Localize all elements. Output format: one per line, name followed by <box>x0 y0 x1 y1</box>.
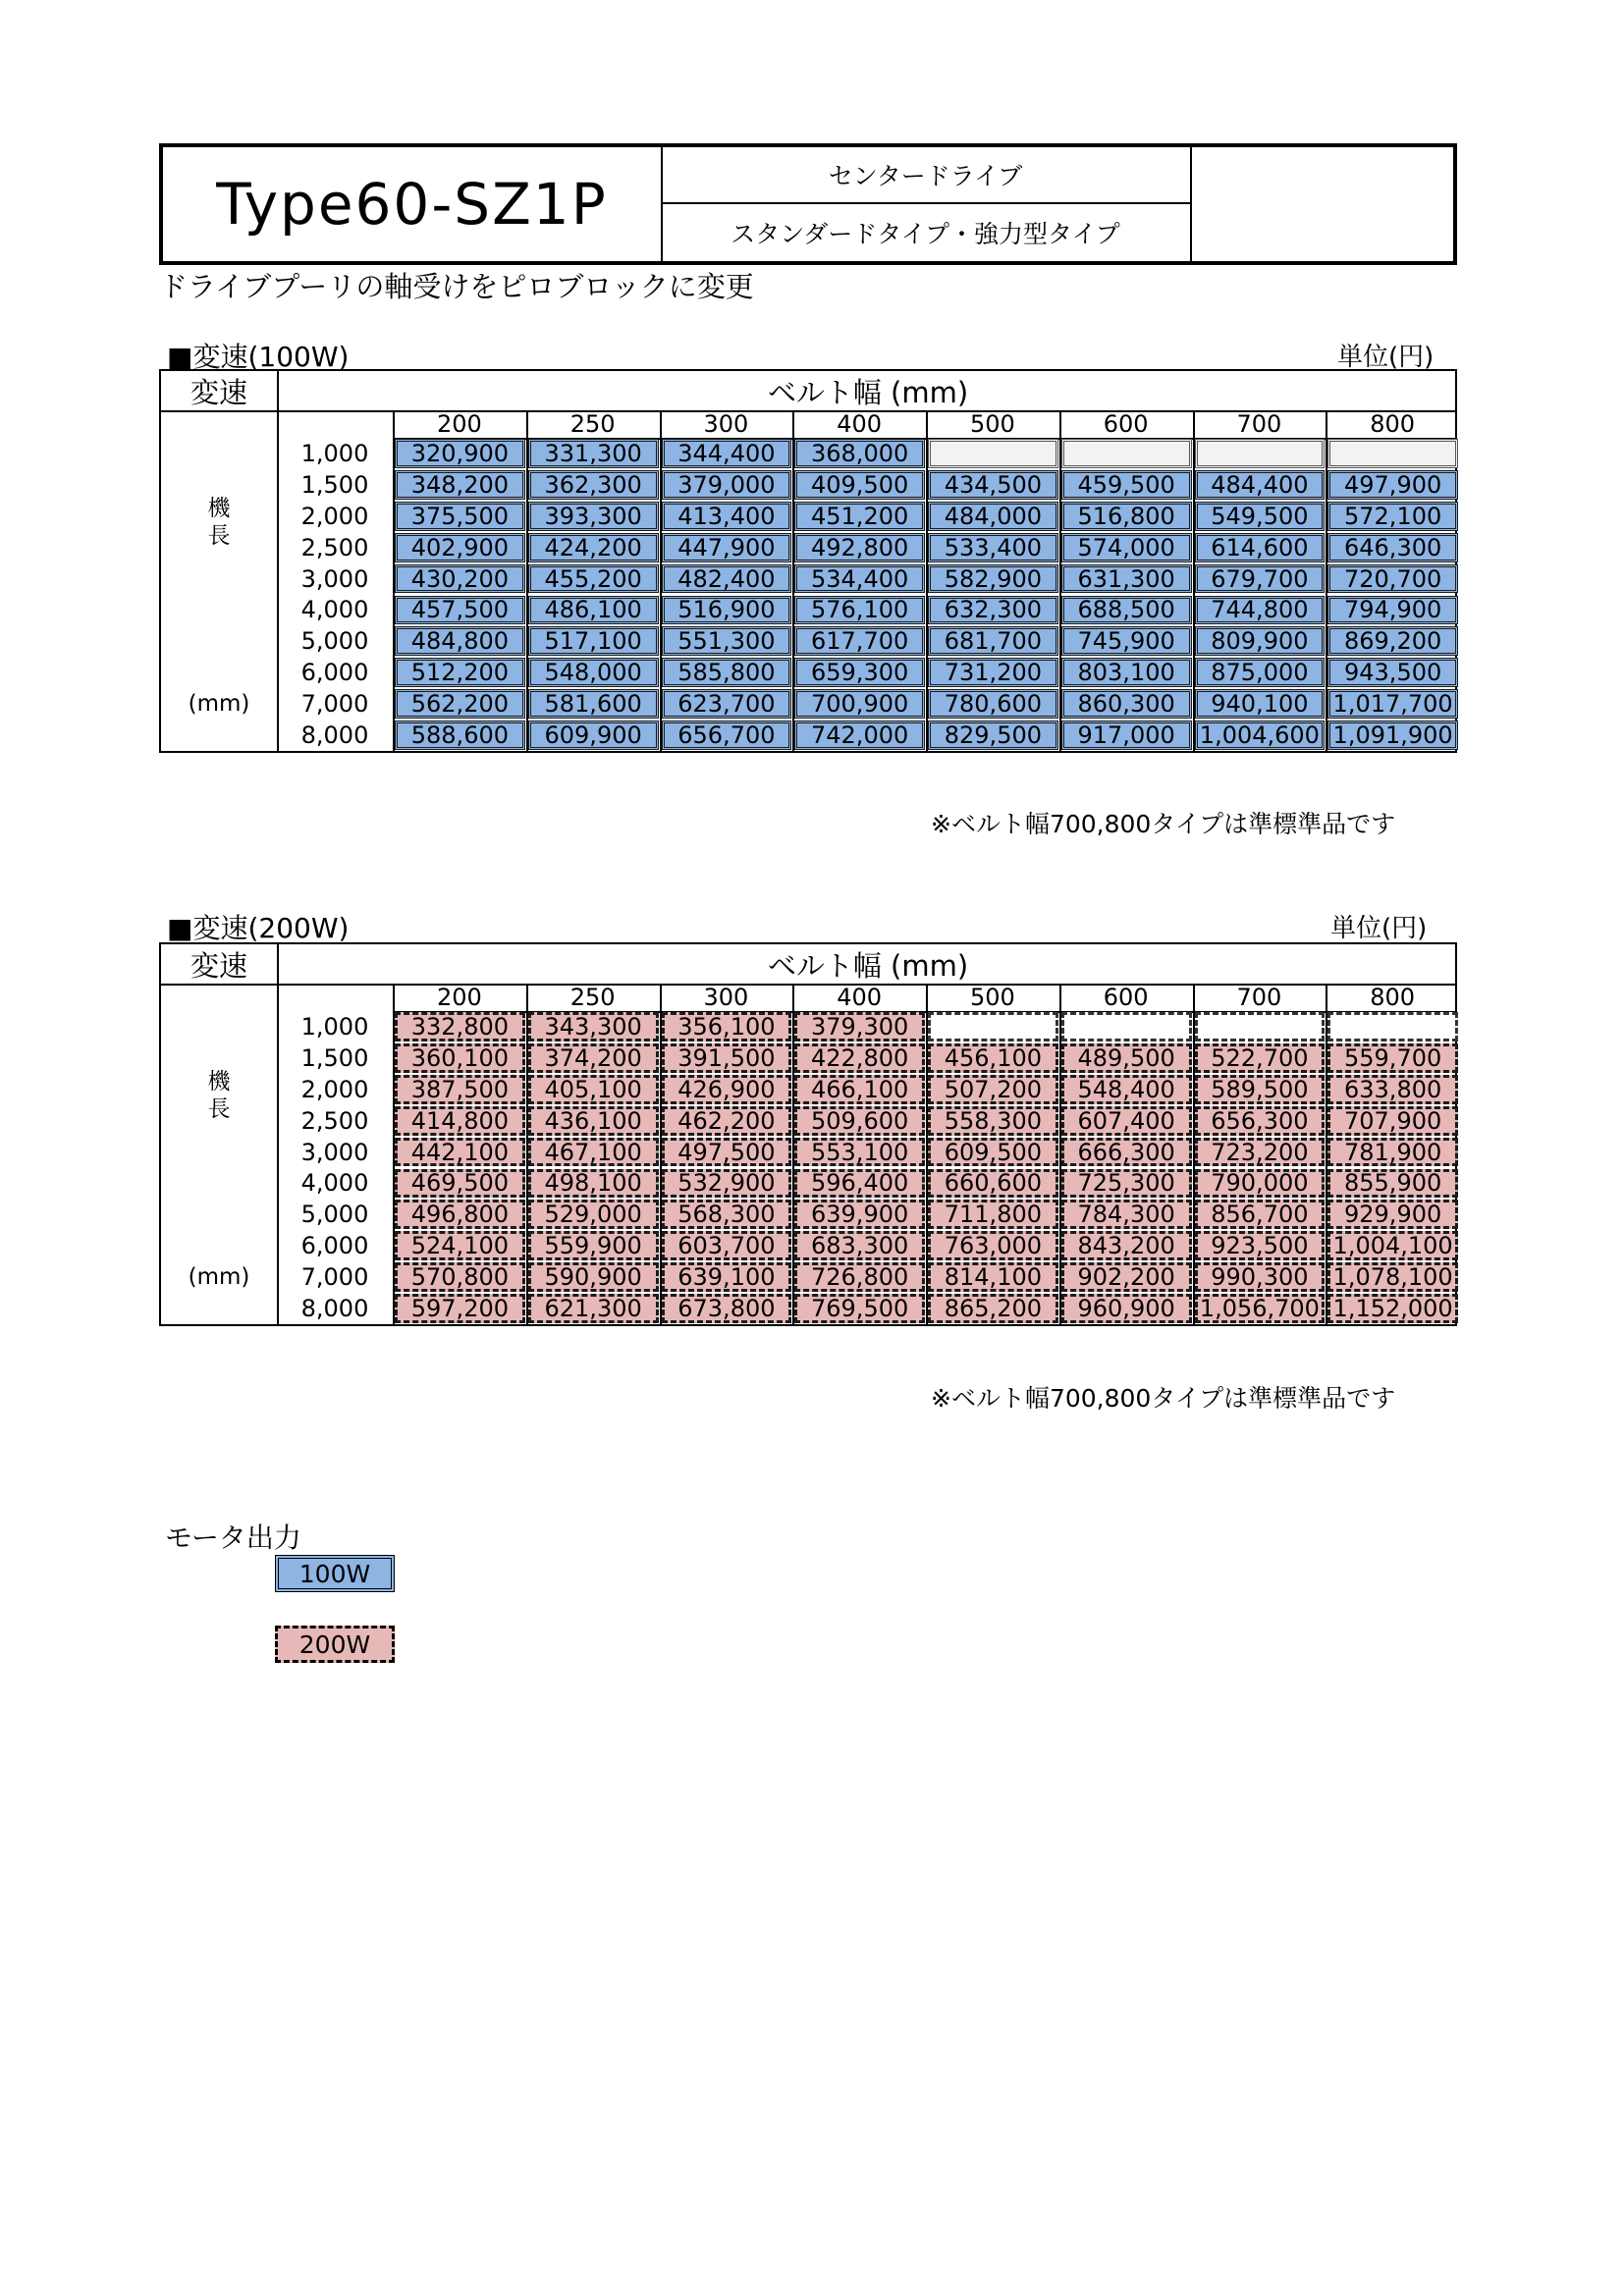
price-cell: 387,500 <box>395 1075 525 1104</box>
machine-length: 6,000 <box>300 1232 369 1260</box>
price-cell: 576,100 <box>794 596 925 625</box>
price-cell: 430,200 <box>395 564 525 594</box>
belt-width-header: 700 <box>1236 984 1282 1011</box>
price-cell: 742,000 <box>794 721 925 750</box>
price-cell: 466,100 <box>794 1075 925 1104</box>
price-cell: 320,900 <box>395 439 525 468</box>
price-cell: 744,800 <box>1195 596 1326 625</box>
price-cell: 559,900 <box>528 1231 659 1260</box>
price-cell: 551,300 <box>662 626 792 656</box>
price-cell: 781,900 <box>1327 1138 1458 1167</box>
price-table-100w <box>159 369 1457 753</box>
price-cell <box>928 439 1058 468</box>
price-cell: 455,200 <box>528 564 659 594</box>
price-cell: 1,152,000 <box>1327 1294 1458 1323</box>
price-cell: 614,600 <box>1195 533 1326 562</box>
price-cell: 623,700 <box>662 689 792 719</box>
price-cell: 865,200 <box>928 1294 1058 1323</box>
price-cell: 516,900 <box>662 596 792 625</box>
price-cell: 639,100 <box>662 1262 792 1292</box>
price-cell: 656,300 <box>1195 1106 1326 1136</box>
price-cell: 379,000 <box>662 470 792 500</box>
price-cell: 656,700 <box>662 721 792 750</box>
side-unit: (mm) <box>188 1264 250 1291</box>
side-label-cho: 長 <box>207 523 231 550</box>
price-cell: 374,200 <box>528 1043 659 1073</box>
price-cell: 497,500 <box>662 1138 792 1167</box>
price-cell: 814,100 <box>928 1262 1058 1292</box>
price-cell: 725,300 <box>1061 1169 1192 1199</box>
belt-width-header: 800 <box>1370 410 1416 438</box>
machine-length: 3,000 <box>300 1138 369 1166</box>
price-cell: 784,300 <box>1061 1200 1192 1229</box>
belt-width-header: 800 <box>1370 984 1416 1011</box>
side-unit: (mm) <box>188 691 250 718</box>
price-cell: 516,800 <box>1061 502 1192 531</box>
footnote-200w: ※ベルト幅700,800タイプは準標準品です <box>931 1384 1396 1413</box>
price-cell: 860,300 <box>1061 689 1192 719</box>
price-cell: 568,300 <box>662 1200 792 1229</box>
price-cell: 356,100 <box>662 1012 792 1041</box>
price-cell: 843,200 <box>1061 1231 1192 1260</box>
price-cell: 467,100 <box>528 1138 659 1167</box>
price-cell <box>1327 1012 1458 1041</box>
price-cell: 484,400 <box>1195 470 1326 500</box>
price-cell: 343,300 <box>528 1012 659 1041</box>
price-cell: 990,300 <box>1195 1262 1326 1292</box>
price-cell: 484,800 <box>395 626 525 656</box>
price-cell: 780,600 <box>928 689 1058 719</box>
side-label-ki: 機 <box>207 1069 231 1095</box>
price-cell <box>1195 439 1326 468</box>
price-cell: 723,200 <box>1195 1138 1326 1167</box>
legend-100w: 100W <box>275 1555 395 1592</box>
price-cell: 331,300 <box>528 439 659 468</box>
price-cell: 596,400 <box>794 1169 925 1199</box>
unit-label-200w: 単位(円) <box>1330 914 1428 943</box>
price-cell: 943,500 <box>1327 658 1458 687</box>
price-cell: 1,056,700 <box>1195 1294 1326 1323</box>
price-cell: 646,300 <box>1327 533 1458 562</box>
price-cell: 482,400 <box>662 564 792 594</box>
price-cell: 639,900 <box>794 1200 925 1229</box>
belt-width-label: ベルト幅 (mm) <box>767 948 969 983</box>
price-cell: 589,500 <box>1195 1075 1326 1104</box>
price-cell: 923,500 <box>1195 1231 1326 1260</box>
price-cell: 683,300 <box>794 1231 925 1260</box>
price-cell: 688,500 <box>1061 596 1192 625</box>
machine-length: 2,500 <box>300 1106 369 1135</box>
price-cell: 414,800 <box>395 1106 525 1136</box>
price-cell: 700,900 <box>794 689 925 719</box>
price-cell: 582,900 <box>928 564 1058 594</box>
price-cell: 489,500 <box>1061 1043 1192 1073</box>
product-type: スタンダードタイプ・強力型タイプ <box>661 204 1192 261</box>
header-note: ドライブプーリの軸受けをピロブロックに変更 <box>159 270 754 303</box>
price-cell: 457,500 <box>395 596 525 625</box>
price-cell: 607,400 <box>1061 1106 1192 1136</box>
price-cell: 436,100 <box>528 1106 659 1136</box>
price-cell: 902,200 <box>1061 1262 1192 1292</box>
footnote-100w: ※ベルト幅700,800タイプは準標準品です <box>931 810 1396 838</box>
section-title-200w: ■変速(200W) <box>167 912 350 944</box>
machine-length: 2,000 <box>300 502 369 530</box>
price-cell: 617,700 <box>794 626 925 656</box>
price-cell: 809,900 <box>1195 626 1326 656</box>
price-cell: 496,800 <box>395 1200 525 1229</box>
machine-length: 8,000 <box>300 721 369 750</box>
price-cell: 486,100 <box>528 596 659 625</box>
price-cell: 929,900 <box>1327 1200 1458 1229</box>
price-cell: 829,500 <box>928 721 1058 750</box>
price-cell: 1,017,700 <box>1327 689 1458 719</box>
price-cell: 553,100 <box>794 1138 925 1167</box>
price-cell: 368,000 <box>794 439 925 468</box>
price-cell: 659,300 <box>794 658 925 687</box>
price-cell: 469,500 <box>395 1169 525 1199</box>
side-label-cho: 長 <box>207 1096 231 1123</box>
price-cell <box>928 1012 1058 1041</box>
belt-width-header: 500 <box>969 410 1015 438</box>
price-cell: 522,700 <box>1195 1043 1326 1073</box>
price-cell: 603,700 <box>662 1231 792 1260</box>
price-table-200w <box>159 942 1457 1326</box>
product-header <box>159 143 1457 265</box>
price-cell: 424,200 <box>528 533 659 562</box>
price-cell: 558,300 <box>928 1106 1058 1136</box>
price-cell: 570,800 <box>395 1262 525 1292</box>
price-cell: 348,200 <box>395 470 525 500</box>
price-cell: 360,100 <box>395 1043 525 1073</box>
corner-label: 変速 <box>189 948 247 983</box>
price-cell: 679,700 <box>1195 564 1326 594</box>
price-cell: 707,900 <box>1327 1106 1458 1136</box>
price-cell: 512,200 <box>395 658 525 687</box>
price-cell: 726,800 <box>794 1262 925 1292</box>
price-cell: 609,900 <box>528 721 659 750</box>
belt-width-header: 600 <box>1103 984 1149 1011</box>
price-cell: 498,100 <box>528 1169 659 1199</box>
belt-width-header: 200 <box>436 410 482 438</box>
price-cell: 517,100 <box>528 626 659 656</box>
belt-width-header: 250 <box>569 984 616 1011</box>
price-cell: 509,600 <box>794 1106 925 1136</box>
price-cell: 1,004,100 <box>1327 1231 1458 1260</box>
price-cell: 533,400 <box>928 533 1058 562</box>
drive-type: センタードライブ <box>661 147 1192 204</box>
price-cell: 422,800 <box>794 1043 925 1073</box>
price-cell <box>1061 439 1192 468</box>
price-cell: 393,300 <box>528 502 659 531</box>
price-cell: 413,400 <box>662 502 792 531</box>
belt-width-header: 500 <box>969 984 1015 1011</box>
machine-length: 2,500 <box>300 533 369 561</box>
price-cell: 484,000 <box>928 502 1058 531</box>
machine-length: 5,000 <box>300 627 369 656</box>
price-cell: 548,400 <box>1061 1075 1192 1104</box>
price-cell: 548,000 <box>528 658 659 687</box>
section-title-100w: ■変速(100W) <box>167 341 350 373</box>
price-cell: 1,091,900 <box>1327 721 1458 750</box>
machine-length: 7,000 <box>300 690 369 719</box>
legend-200w: 200W <box>275 1626 395 1663</box>
price-cell <box>1327 439 1458 468</box>
price-cell: 631,300 <box>1061 564 1192 594</box>
price-cell: 609,500 <box>928 1138 1058 1167</box>
price-cell: 621,300 <box>528 1294 659 1323</box>
unit-label-100w: 単位(円) <box>1337 343 1435 372</box>
price-cell: 532,900 <box>662 1169 792 1199</box>
machine-length: 6,000 <box>300 659 369 687</box>
price-cell: 409,500 <box>794 470 925 500</box>
price-cell: 375,500 <box>395 502 525 531</box>
belt-width-header: 400 <box>837 984 883 1011</box>
price-cell: 588,600 <box>395 721 525 750</box>
price-cell: 456,100 <box>928 1043 1058 1073</box>
machine-length: 1,500 <box>300 1043 369 1072</box>
machine-length: 1,500 <box>300 470 369 499</box>
belt-width-header: 600 <box>1103 410 1149 438</box>
price-cell: 660,600 <box>928 1169 1058 1199</box>
belt-width-header: 250 <box>569 410 616 438</box>
price-cell: 794,900 <box>1327 596 1458 625</box>
price-cell: 632,300 <box>928 596 1058 625</box>
side-label-ki: 機 <box>207 496 231 522</box>
belt-width-header: 700 <box>1236 410 1282 438</box>
price-cell: 940,100 <box>1195 689 1326 719</box>
price-cell: 763,000 <box>928 1231 1058 1260</box>
machine-length: 4,000 <box>300 596 369 624</box>
price-cell: 633,800 <box>1327 1075 1458 1104</box>
price-cell: 711,800 <box>928 1200 1058 1229</box>
price-cell: 720,700 <box>1327 564 1458 594</box>
machine-length: 8,000 <box>300 1295 369 1323</box>
price-cell: 1,004,600 <box>1195 721 1326 750</box>
price-cell: 769,500 <box>794 1294 925 1323</box>
price-cell: 917,000 <box>1061 721 1192 750</box>
price-cell: 442,100 <box>395 1138 525 1167</box>
price-cell: 869,200 <box>1327 626 1458 656</box>
price-cell: 507,200 <box>928 1075 1058 1104</box>
price-cell: 451,200 <box>794 502 925 531</box>
machine-length: 2,000 <box>300 1075 369 1103</box>
price-cell: 379,300 <box>794 1012 925 1041</box>
price-cell: 332,800 <box>395 1012 525 1041</box>
price-cell: 559,700 <box>1327 1043 1458 1073</box>
price-cell: 426,900 <box>662 1075 792 1104</box>
price-cell <box>1195 1012 1326 1041</box>
price-cell: 790,000 <box>1195 1169 1326 1199</box>
product-title: Type60-SZ1P <box>163 147 663 261</box>
machine-length: 1,000 <box>300 1012 369 1041</box>
price-cell: 562,200 <box>395 689 525 719</box>
price-cell: 745,900 <box>1061 626 1192 656</box>
price-cell: 856,700 <box>1195 1200 1326 1229</box>
price-cell: 529,000 <box>528 1200 659 1229</box>
machine-length: 7,000 <box>300 1263 369 1292</box>
price-cell: 405,100 <box>528 1075 659 1104</box>
price-cell: 673,800 <box>662 1294 792 1323</box>
price-cell: 574,000 <box>1061 533 1192 562</box>
price-cell: 572,100 <box>1327 502 1458 531</box>
price-cell: 960,900 <box>1061 1294 1192 1323</box>
machine-length: 5,000 <box>300 1201 369 1229</box>
belt-width-header: 200 <box>436 984 482 1011</box>
price-cell: 803,100 <box>1061 658 1192 687</box>
price-cell: 1,078,100 <box>1327 1262 1458 1292</box>
price-cell: 391,500 <box>662 1043 792 1073</box>
price-cell: 534,400 <box>794 564 925 594</box>
price-cell: 402,900 <box>395 533 525 562</box>
machine-length: 4,000 <box>300 1169 369 1198</box>
belt-width-header: 400 <box>837 410 883 438</box>
price-cell: 597,200 <box>395 1294 525 1323</box>
belt-width-label: ベルト幅 (mm) <box>767 375 969 409</box>
price-cell: 524,100 <box>395 1231 525 1260</box>
legend-title: モータ出力 <box>165 1522 301 1554</box>
price-cell: 585,800 <box>662 658 792 687</box>
price-cell: 590,900 <box>528 1262 659 1292</box>
price-cell: 459,500 <box>1061 470 1192 500</box>
price-cell: 549,500 <box>1195 502 1326 531</box>
price-cell: 875,000 <box>1195 658 1326 687</box>
price-cell: 581,600 <box>528 689 659 719</box>
belt-width-header: 300 <box>703 984 749 1011</box>
price-cell: 462,200 <box>662 1106 792 1136</box>
corner-label: 変速 <box>189 375 247 409</box>
belt-width-header: 300 <box>703 410 749 438</box>
machine-length: 1,000 <box>300 439 369 467</box>
price-cell: 855,900 <box>1327 1169 1458 1199</box>
price-cell: 666,300 <box>1061 1138 1192 1167</box>
price-cell: 492,800 <box>794 533 925 562</box>
price-cell: 447,900 <box>662 533 792 562</box>
price-cell: 362,300 <box>528 470 659 500</box>
price-cell <box>1061 1012 1192 1041</box>
price-cell: 681,700 <box>928 626 1058 656</box>
price-cell: 344,400 <box>662 439 792 468</box>
price-cell: 434,500 <box>928 470 1058 500</box>
price-cell: 731,200 <box>928 658 1058 687</box>
price-cell: 497,900 <box>1327 470 1458 500</box>
machine-length: 3,000 <box>300 564 369 593</box>
